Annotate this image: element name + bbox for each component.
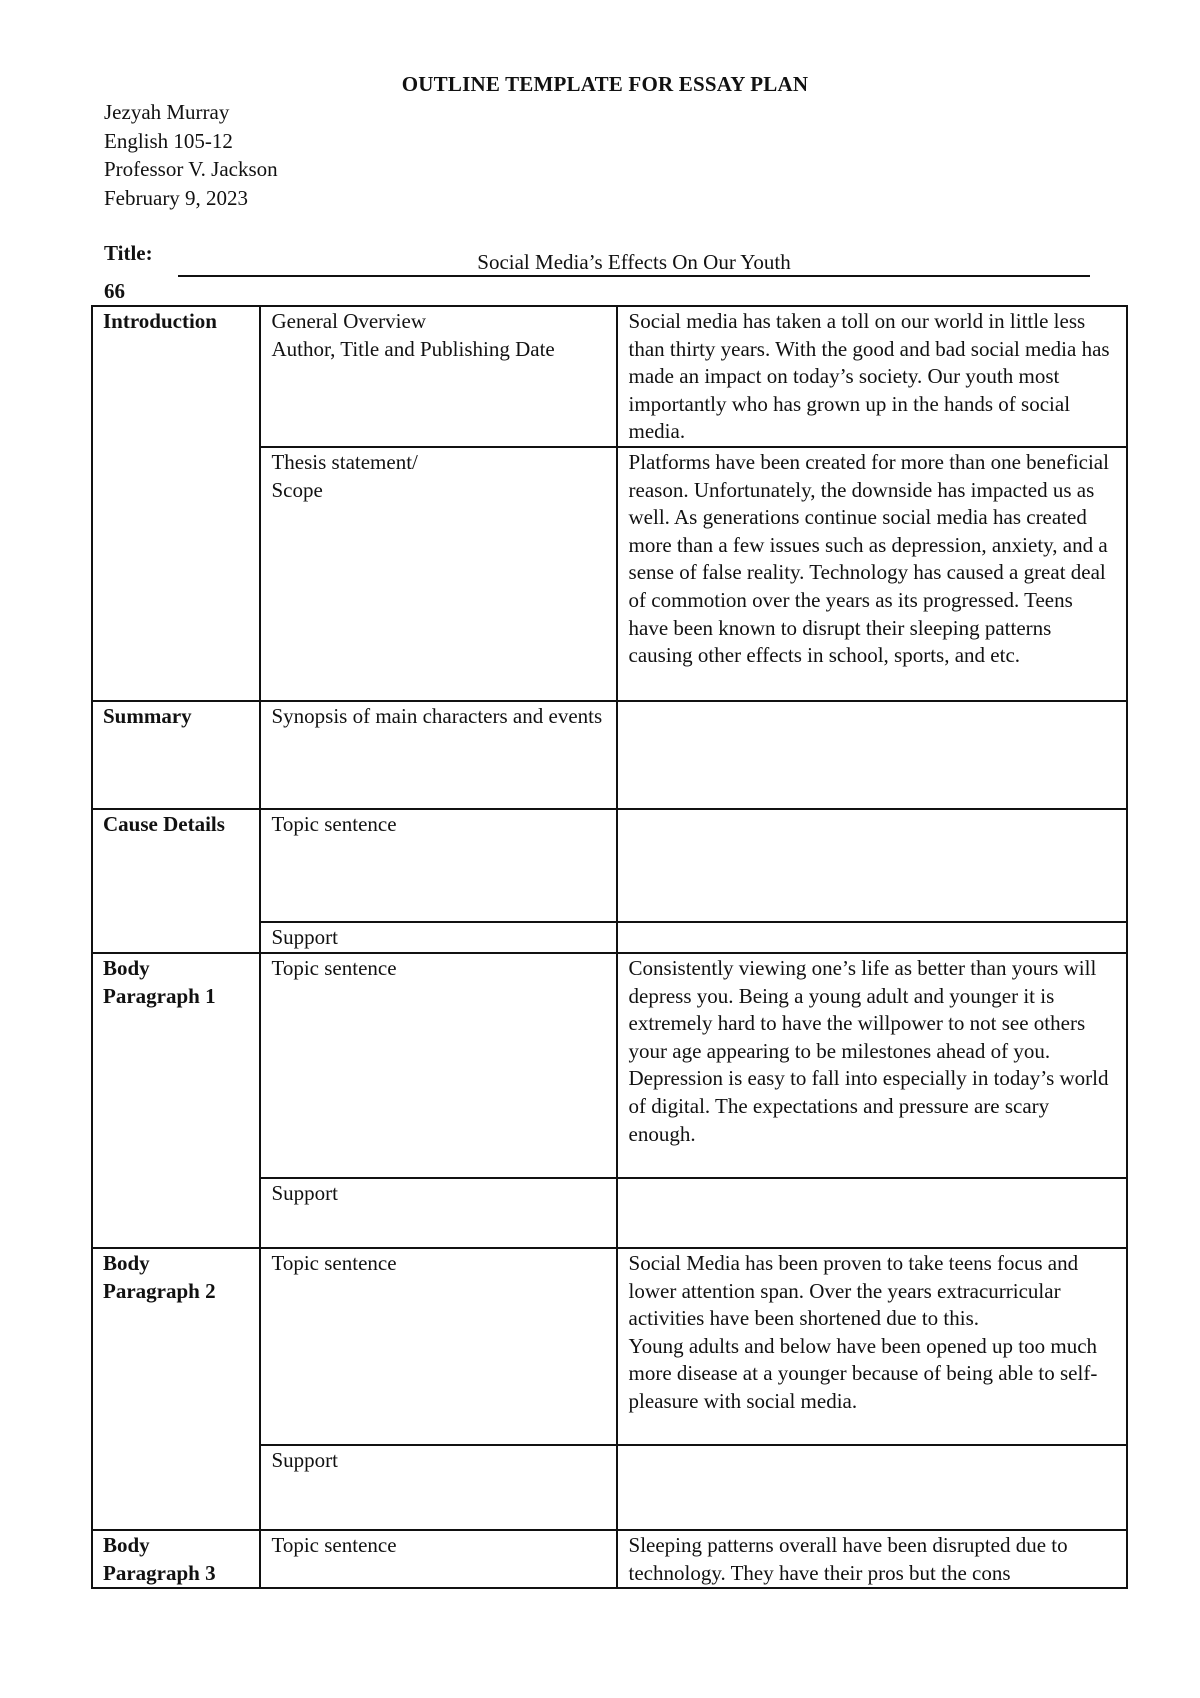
essay-title-label: Title: bbox=[104, 241, 153, 265]
table-row bbox=[92, 306, 1127, 447]
section-cell-introduction: Introduction bbox=[92, 306, 260, 701]
prompt-cell: Synopsis of main characters and events bbox=[260, 701, 616, 809]
response-cell: Platforms have been created for more than one beneficial reason. Unfortunately, the downside has impacted us as well. As generations continue social media has created more than a few issues such as depression, anxiety, and a sense of false reality. Technology has caused a great deal of commotion over the years as its progressed. Teens have been known to disrupt their sleeping patterns causing other effects in school, sports, and etc. bbox=[617, 447, 1127, 701]
prompt-cell: Topic sentence bbox=[260, 809, 616, 922]
response-cell bbox=[617, 922, 1127, 953]
stray-number: 66 bbox=[104, 279, 125, 303]
response-cell: Sleeping patterns overall have been disrupted due to technology. They have their pros but the cons bbox=[617, 1530, 1127, 1588]
professor-name: Professor V. Jackson bbox=[104, 157, 278, 181]
section-cell-body-paragraph-3: Body Paragraph 3 bbox=[92, 1530, 260, 1588]
section-cell-summary: Summary bbox=[92, 701, 260, 809]
response-cell bbox=[617, 701, 1127, 809]
response-cell: Social media has taken a toll on our world in little less than thirty years. With the good and bad social media has made an impact on today’s society. Our youth most importantly who has grown up in the hands of social media. bbox=[617, 306, 1127, 447]
section-cell-body-paragraph-2: Body Paragraph 2 bbox=[92, 1248, 260, 1530]
prompt-cell: Topic sentence bbox=[260, 1530, 616, 1588]
response-cell bbox=[617, 1178, 1127, 1248]
table-row bbox=[92, 1530, 1127, 1588]
table-row bbox=[92, 953, 1127, 1178]
prompt-cell: Support bbox=[260, 922, 616, 953]
student-name: Jezyah Murray bbox=[104, 100, 230, 124]
document-title: OUTLINE TEMPLATE FOR ESSAY PLAN bbox=[401, 72, 809, 96]
essay-title-value: Social Media’s Effects On Our Youth bbox=[178, 250, 1090, 277]
section-cell-cause-details: Cause Details bbox=[92, 809, 260, 953]
prompt-cell: General Overview Author, Title and Publishing Date bbox=[260, 306, 616, 447]
table-row bbox=[92, 809, 1127, 922]
student-info-block bbox=[104, 98, 278, 212]
table-row bbox=[92, 1248, 1127, 1445]
document-date: February 9, 2023 bbox=[104, 185, 249, 210]
response-cell: Social Media has been proven to take teens focus and lower attention span. Over the years extracurricular activities have been shortened due to this. Young adults and below have been opened up too much more disease at a younger because of being able to self-pleasure with social media. bbox=[617, 1248, 1127, 1445]
table-row bbox=[92, 701, 1127, 809]
response-cell bbox=[617, 809, 1127, 922]
outline-table bbox=[91, 305, 1128, 1589]
prompt-cell: Thesis statement/ Scope bbox=[260, 447, 616, 701]
prompt-cell: Topic sentence bbox=[260, 953, 616, 1178]
section-cell-body-paragraph-1: Body Paragraph 1 bbox=[92, 953, 260, 1248]
prompt-cell: Support bbox=[260, 1445, 616, 1530]
prompt-cell: Support bbox=[260, 1178, 616, 1248]
prompt-cell: Topic sentence bbox=[260, 1248, 616, 1445]
response-cell bbox=[617, 1445, 1127, 1530]
course-name: English 105-12 bbox=[104, 128, 233, 153]
response-cell: Consistently viewing one’s life as better than yours will depress you. Being a young adult and younger it is extremely hard to have the willpower to not see others your age appearing to be milestones ahead of you. Depression is easy to fall into especially in today’s world of digital. The expectations and pressure are scary enough. bbox=[617, 953, 1127, 1178]
